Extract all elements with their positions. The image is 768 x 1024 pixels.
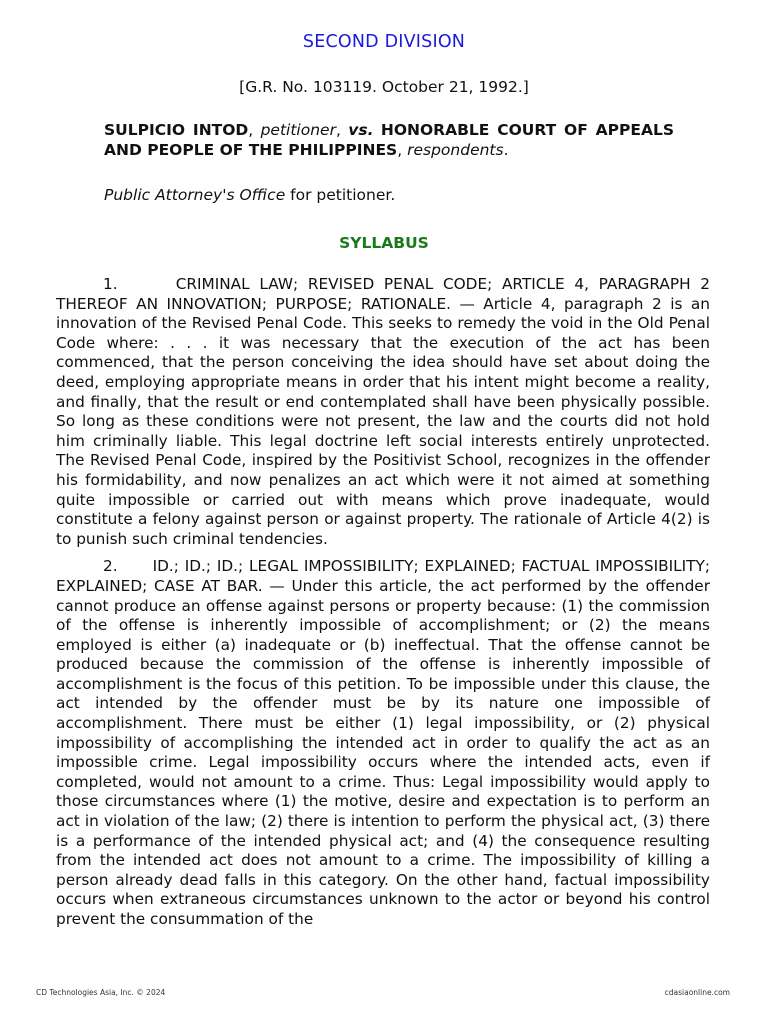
syllabus-paragraph-1: 1. CRIMINAL LAW; REVISED PENAL CODE; ARTICLE 4, PARAGRAPH 2 THEREOF AN INNOVATION; PURPOSE; RATIONALE. — Article 4, paragraph 2 is an innovation of the Revised Penal Code. This seeks to remedy the void in the Old Penal Code where: . . . it was necessary that the execution of the act has been commenced, that the person conceiving the idea should have set about doing the deed, employing appropriate means in order that his intent might become a reality, and finally, that the result or end contemplated shall have been physically possible. So long as these conditions were not present, the law and the courts did not hold him criminally liable. This legal doctrine left social interests entirely unprotected. The Revised Penal Code, inspired by the Positivist School, recognizes in the offender his formidability, and now penalizes an act which were it not aimed at something quite impossible or carried out with means which prove inadequate, would constitute a felony against person or against property. The rationale of Article 4(2) is to punish such criminal tendencies. [56, 275, 710, 548]
petitioner-role: petitioner [260, 121, 336, 139]
division-heading: SECOND DIVISION [302, 32, 466, 52]
case-number: [G.R. No. 103119. October 21, 1992.] [239, 78, 529, 96]
counsel-line [104, 186, 674, 204]
case-parties: SULPICIO INTOD, petitioner, vs. HONORABLE COURT OF APPEALS AND PEOPLE OF THE PHILIPPINES, respondents. [104, 121, 674, 159]
syllabus-paragraph-2: 2. ID.; ID.; ID.; LEGAL IMPOSSIBILITY; EXPLAINED; FACTUAL IMPOSSIBILITY; EXPLAINED; CASE AT BAR. — Under this article, the act performed by the offender cannot produce an offense against persons or property because: (1) the commission of the offense is inherently impossible of accomplishment; or (2) the means employed is either (a) inadequate or (b) ineffectual. That the offense cannot be produced because the commission of the offense is inherently impossible of accomplishment is the focus of this petition. To be impossible under this clause, the act intended by the offender must be by its nature one impossible of accomplishment. There must be either (1) legal impossibility, or (2) physical impossibility of accomplishing the intended act in order to qualify the act as an impossible crime. Legal impossibility occurs where the intended acts, even if completed, would not amount to a crime. Thus: Legal impossibility would apply to those circumstances where (1) the motive, desire and expectation is to perform an act in violation of the law; (2) there is intention to perform the physical act, (3) there is a performance of the intended physical act; and (4) the consequence resulting from the intended act does not amount to a crime. The impossibility of killing a person already dead falls in this category. On the other hand, factual impossibility occurs when extraneous circumstances unknown to the actor or beyond his control prevent the consummation of the [56, 557, 710, 928]
syllabus-body [56, 275, 710, 938]
petitioner-name: SULPICIO INTOD [104, 121, 249, 139]
counsel-for-text: for petitioner. [290, 186, 396, 204]
respondent-name: HONORABLE COURT OF APPEALS AND PEOPLE OF THE PHILIPPINES [104, 121, 674, 159]
respondent-role: respondents [407, 141, 504, 159]
footer-website: cdasiaonline.com [664, 988, 730, 997]
versus-label: vs. [348, 121, 374, 139]
syllabus-heading: SYLLABUS [339, 234, 429, 252]
counsel-office: Public Attorney's Office [104, 186, 286, 204]
footer-copyright: CD Technologies Asia, Inc. © 2024 [36, 988, 166, 997]
